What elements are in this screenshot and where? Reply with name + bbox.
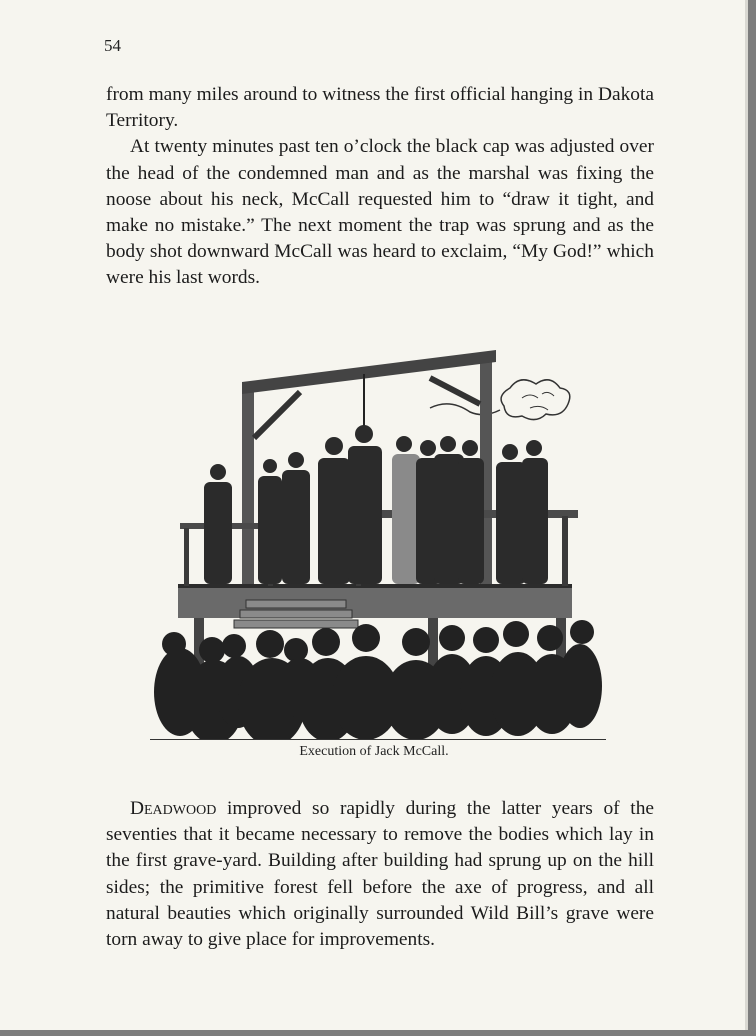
paragraph-body: improved so rapidly during the latter years of the seventies that it became necessary to remove the bodies which lay in the first grave-yard. Building after building had sprung up on the hill sides; the primitive forest fell before the axe of progress, and all natural beauties which originally surrounded Wild Bill’s grave were torn away to give place for improvements. <box>106 798 654 951</box>
paragraph-execution: At twenty minutes past ten o’clock the black cap was adjusted over the head of the condemned man and as the marshal was fixing the noose about his neck, McCall requested him to “draw it tight, and make no mistake.” The next moment the trap was sprung and as the body shot downward McCall was heard to exclaim, “My God!” which were his last words. <box>106 136 654 289</box>
text-block-bottom <box>106 796 654 953</box>
figure-caption: Execution of Jack McCall. <box>299 744 449 759</box>
text-block-top <box>106 82 654 292</box>
paragraph-lead-word: Deadwood <box>130 798 217 819</box>
paragraph-continued: from many miles around to witness the first official hanging in Dakota Territory. <box>106 84 654 132</box>
paragraph-deadwood <box>106 796 654 953</box>
execution-illustration <box>150 348 606 740</box>
gallows-engraving <box>150 348 606 740</box>
page-number: 54 <box>104 36 121 55</box>
